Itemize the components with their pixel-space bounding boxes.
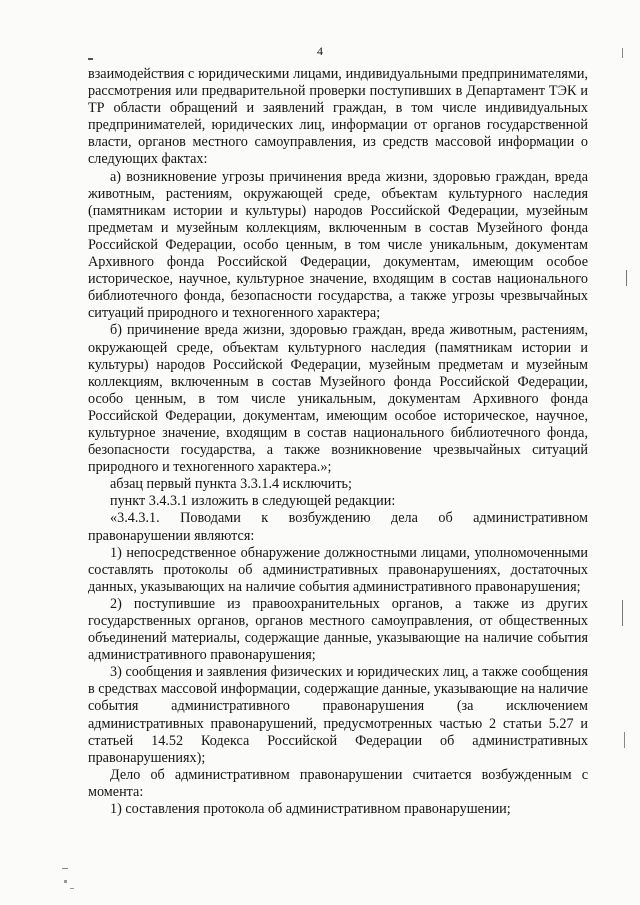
paragraph: б) причинение вреда жизни, здоровью граждан, вреда животным, растениям, окружающей среде, объектам культурного наследия (памятникам истории и культуры) народов Российской Федерации, музейным предметам и музейным коллекциям, включенным в состав Музейного фонда Российской Федерации, особо ценным, в том числе уникальным, документам Архивного фонда Российской Федерации, документам, имеющим особое историческое, научное, культурное значение, входящим в состав национального библиотечного фонда, безопасности государства, а также возникновение чрезвычайных ситуаций природного и техногенного характера.»; bbox=[88, 322, 588, 476]
scan-mark bbox=[626, 270, 627, 286]
paragraph: 3) сообщения и заявления физических и юридических лиц, а также сообщения в средствах массовой информации, содержащие данные, указывающие на наличие события административного правонарушения (за исключением административных правонарушений, предусмотренных частью 2 статьи 5.27 и статьей 14.52 Кодекса Российской Федерации об административных правонарушениях); bbox=[88, 664, 588, 766]
scan-mark bbox=[622, 600, 623, 626]
scan-mark bbox=[64, 880, 67, 883]
paragraph: пункт 3.4.3.1 изложить в следующей редакции: bbox=[110, 493, 396, 510]
paragraph: «3.4.3.1. Поводами к возбуждению дела об административном правонарушении являются: bbox=[88, 510, 588, 544]
paragraph: 1) составления протокола об административном правонарушении; bbox=[110, 801, 511, 818]
scan-mark bbox=[622, 48, 623, 58]
page-number: 4 bbox=[317, 44, 323, 58]
scan-mark bbox=[624, 732, 625, 748]
paragraph: 1) непосредственное обнаружение должностными лицами, уполномоченными составлять протоколы об административных правонарушениях, достаточных данных, указывающих на наличие события административного правонарушения; bbox=[88, 544, 588, 595]
scan-mark bbox=[62, 868, 68, 869]
paragraph: а) возникновение угрозы причинения вреда жизни, здоровью граждан, вреда животным, растениям, окружающей среде, объектам культурного наследия (памятникам истории и культуры) народов Российской Федерации, музейным предметам и музейным коллекциям, включенным в состав Музейного фонда Российской Федерации, особо ценным, в том числе уникальным, документам Архивного фонда Российской Федерации, документам, имеющим особое историческое, научное, культурное значение, входящим в состав национального библиотечного фонда, безопасности государства, а также угрозы чрезвычайных ситуаций природного и техногенного характера; bbox=[88, 168, 588, 322]
scan-mark bbox=[70, 888, 74, 889]
paragraph: Дело об административном правонарушении считается возбужденным с момента: bbox=[88, 766, 588, 800]
paragraph: взаимодействия с юридическими лицами, индивидуальными предпринимателями, рассмотрения или предварительной проверки поступивших в Департамент ТЭК и ТР области обращений и заявлений граждан, в том числе индивидуальных предпринимателей, юридических лиц, информации от органов государственной власти, органов местного самоуправления, из средств массовой информации о следующих фактах: bbox=[88, 66, 588, 168]
paragraph: 2) поступившие из правоохранительных органов, а также из других государственных органов, органов местного самоуправления, от общественных объединений материалы, содержащие данные, указывающие на наличие события административного правонарушения; bbox=[88, 595, 588, 664]
scan-mark bbox=[88, 58, 93, 60]
paragraph: абзац первый пункта 3.3.1.4 исключить; bbox=[110, 476, 352, 493]
document-body bbox=[88, 66, 588, 818]
